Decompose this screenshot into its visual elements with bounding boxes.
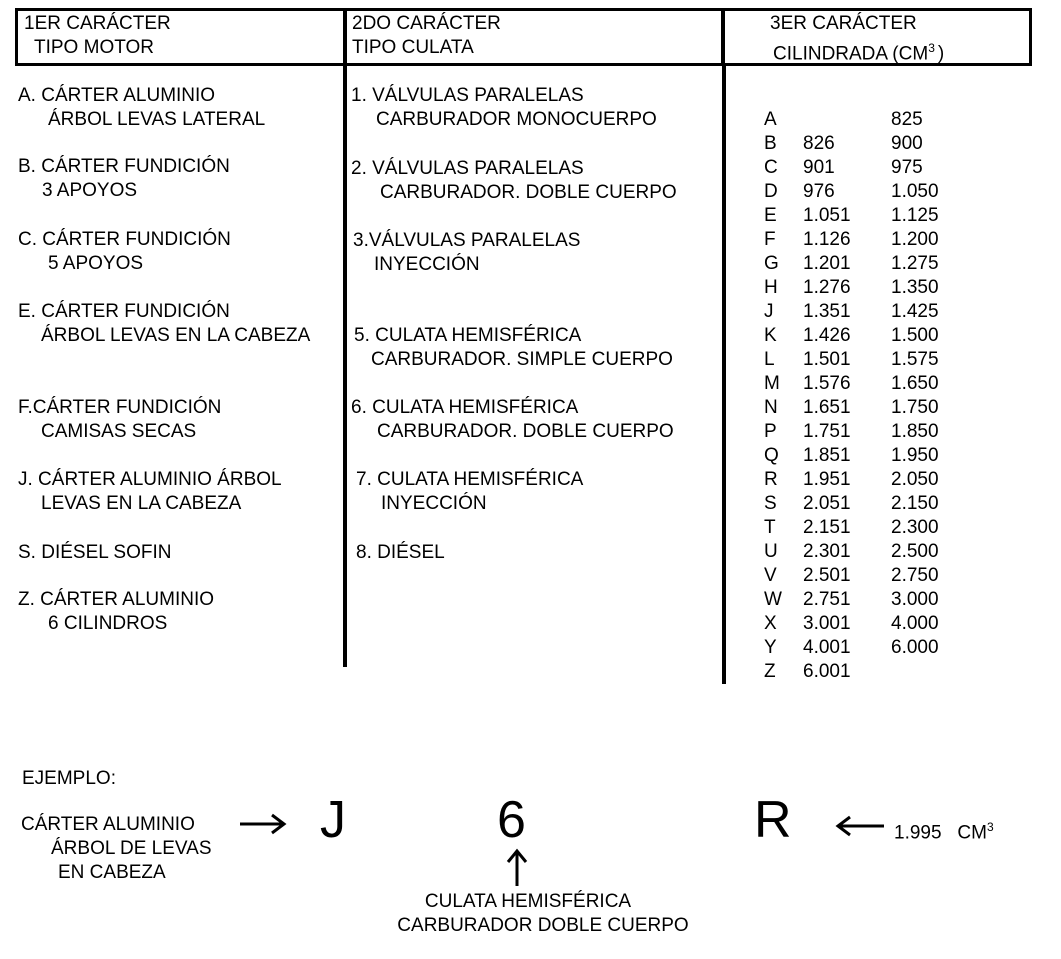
cilindrada-code: U <box>764 541 778 562</box>
example-cc-value <box>894 815 994 845</box>
example-cc-sup: 3 <box>986 820 994 834</box>
right-arrow-icon <box>238 812 288 836</box>
cilindrada-to: 3.000 <box>891 589 939 610</box>
example-char-cilindrada: R <box>754 791 792 849</box>
cilindrada-code: C <box>764 157 778 178</box>
cilindrada-from: 1.951 <box>803 469 851 490</box>
cilindrada-code: X <box>764 613 777 634</box>
cilindrada-from: 2.051 <box>803 493 851 514</box>
header-col3 <box>770 12 944 66</box>
cilindrada-code: A <box>764 109 777 130</box>
motor-type-e <box>18 300 310 348</box>
cilindrada-from: 1.751 <box>803 421 851 442</box>
header-col2-line2: TIPO CULATA <box>352 37 474 58</box>
cilindrada-code: V <box>764 565 777 586</box>
culata-type-line1: 3.VÁLVULAS PARALELAS <box>353 230 581 251</box>
motor-type-line2: 3 APOYOS <box>42 180 138 201</box>
cilindrada-to: 1.275 <box>891 253 939 274</box>
cilindrada-from: 1.576 <box>803 373 851 394</box>
culata-type-line2: CARBURADOR. SIMPLE CUERPO <box>371 349 673 370</box>
cilindrada-to: 1.650 <box>891 373 939 394</box>
cilindrada-to: 1.575 <box>891 349 939 370</box>
cilindrada-from: 1.651 <box>803 397 851 418</box>
header-col3-unit: CILINDRADA (CM <box>773 43 929 65</box>
culata-type-line1: 8. DIÉSEL <box>356 542 445 563</box>
cilindrada-code: G <box>764 253 779 274</box>
up-arrow-icon <box>505 848 529 888</box>
motor-type-line2: ÁRBOL LEVAS LATERAL <box>48 109 266 130</box>
header-col3-line1: 3ER CARÁCTER <box>770 13 917 34</box>
cilindrada-to: 2.050 <box>891 469 939 490</box>
cilindrada-code: M <box>764 373 780 394</box>
cilindrada-code: Z <box>764 661 776 682</box>
cilindrada-code: K <box>764 325 777 346</box>
motor-type-line1: C. CÁRTER FUNDICIÓN <box>18 229 231 250</box>
cilindrada-from: 1.276 <box>803 277 851 298</box>
culata-type-8 <box>356 541 445 565</box>
cilindrada-to: 900 <box>891 133 923 154</box>
cilindrada-from: 1.851 <box>803 445 851 466</box>
cilindrada-from: 1.126 <box>803 229 851 250</box>
example-culata-line1: CULATA HEMISFÉRICA <box>424 891 632 912</box>
cilindrada-from: 901 <box>803 157 835 178</box>
cilindrada-to: 1.850 <box>891 421 939 442</box>
motor-type-line2: CAMISAS SECAS <box>41 421 197 442</box>
cilindrada-code: B <box>764 133 777 154</box>
motor-type-z <box>18 588 214 636</box>
header-divider-1 <box>343 8 347 66</box>
motor-type-line2: LEVAS EN LA CABEZA <box>41 493 242 514</box>
example-char-motor: J <box>320 791 346 849</box>
cilindrada-code: J <box>764 301 774 322</box>
cilindrada-to: 1.125 <box>891 205 939 226</box>
header-col3-line2 <box>770 36 944 66</box>
header-col2-line1: 2DO CARÁCTER <box>352 13 501 34</box>
example-cc-text: 1.995 CM <box>894 822 987 844</box>
cilindrada-code: H <box>764 277 778 298</box>
body-divider-2 <box>722 66 726 684</box>
example-motor-line2: ÁRBOL DE LEVAS <box>51 838 212 859</box>
cilindrada-to: 1.500 <box>891 325 939 346</box>
culata-type-line1: 7. CULATA HEMISFÉRICA <box>356 469 584 490</box>
motor-type-line1: Z. CÁRTER ALUMINIO <box>18 589 215 610</box>
culata-type-3 <box>353 229 580 277</box>
cilindrada-code: R <box>764 469 778 490</box>
cilindrada-from: 4.001 <box>803 637 851 658</box>
example-motor-line3: EN CABEZA <box>58 862 166 883</box>
cilindrada-to: 825 <box>891 109 923 130</box>
motor-type-line1: S. DIÉSEL SOFIN <box>18 542 172 563</box>
cilindrada-code: S <box>764 493 777 514</box>
cilindrada-from: 1.201 <box>803 253 851 274</box>
example-culata-line2: CARBURADOR DOBLE CUERPO <box>397 915 689 936</box>
motor-type-s <box>18 541 171 565</box>
cilindrada-from: 2.301 <box>803 541 851 562</box>
cilindrada-code: E <box>764 205 777 226</box>
example-title: EJEMPLO: <box>22 768 116 789</box>
cilindrada-to: 1.425 <box>891 301 939 322</box>
culata-type-7 <box>356 468 583 516</box>
cilindrada-to: 1.050 <box>891 181 939 202</box>
left-arrow-icon <box>834 814 886 838</box>
culata-type-line2: INYECCIÓN <box>381 493 487 514</box>
cilindrada-from: 1.351 <box>803 301 851 322</box>
cilindrada-from: 1.426 <box>803 325 851 346</box>
motor-type-a <box>18 84 265 132</box>
header-col3-sup: 3 <box>928 41 935 55</box>
header-divider-2 <box>721 8 725 66</box>
motor-type-line1: J. CÁRTER ALUMINIO ÁRBOL <box>18 469 282 490</box>
culata-type-line1: 5. CULATA HEMISFÉRICA <box>354 325 582 346</box>
cilindrada-code: Q <box>764 445 779 466</box>
example-culata-desc <box>383 890 703 938</box>
cilindrada-from: 6.001 <box>803 661 851 682</box>
motor-type-j <box>18 468 282 516</box>
culata-type-line1: 1. VÁLVULAS PARALELAS <box>351 85 584 106</box>
motor-type-line2: 5 APOYOS <box>48 253 144 274</box>
cilindrada-to: 1.750 <box>891 397 939 418</box>
cilindrada-code: W <box>764 589 782 610</box>
motor-type-line1: A. CÁRTER ALUMINIO <box>18 85 216 106</box>
header-col1 <box>24 12 171 60</box>
motor-type-b <box>18 155 230 203</box>
cilindrada-code: L <box>764 349 775 370</box>
cilindrada-from: 1.501 <box>803 349 851 370</box>
cilindrada-to: 1.350 <box>891 277 939 298</box>
cilindrada-to: 2.150 <box>891 493 939 514</box>
motor-type-f <box>18 396 221 444</box>
example-char-culata: 6 <box>497 791 526 849</box>
cilindrada-from: 2.501 <box>803 565 851 586</box>
example-motor-line1: CÁRTER ALUMINIO <box>21 814 195 835</box>
motor-type-line2: 6 CILINDROS <box>48 613 168 634</box>
cilindrada-code: P <box>764 421 777 442</box>
cilindrada-to: 2.300 <box>891 517 939 538</box>
culata-type-line1: 6. CULATA HEMISFÉRICA <box>351 397 579 418</box>
cilindrada-from: 3.001 <box>803 613 851 634</box>
culata-type-line2: CARBURADOR MONOCUERPO <box>376 109 657 130</box>
cilindrada-to: 975 <box>891 157 923 178</box>
culata-type-line2: CARBURADOR. DOBLE CUERPO <box>380 182 677 203</box>
cilindrada-from: 2.151 <box>803 517 851 538</box>
culata-type-2 <box>351 157 677 205</box>
cilindrada-code: T <box>764 517 776 538</box>
example-motor-desc <box>21 813 212 885</box>
cilindrada-from: 2.751 <box>803 589 851 610</box>
cilindrada-code: Y <box>764 637 777 658</box>
cilindrada-to: 1.950 <box>891 445 939 466</box>
motor-type-line1: E. CÁRTER FUNDICIÓN <box>18 301 230 322</box>
cilindrada-to: 1.200 <box>891 229 939 250</box>
header-col2 <box>352 12 501 60</box>
cilindrada-to: 2.500 <box>891 541 939 562</box>
culata-type-1 <box>351 84 657 132</box>
motor-type-line2: ÁRBOL LEVAS EN LA CABEZA <box>41 325 311 346</box>
cilindrada-code: N <box>764 397 778 418</box>
header-col1-line1: 1ER CARÁCTER <box>24 13 171 34</box>
cilindrada-code: F <box>764 229 776 250</box>
cilindrada-from: 1.051 <box>803 205 851 226</box>
body-divider-1 <box>343 66 347 667</box>
cilindrada-to: 4.000 <box>891 613 939 634</box>
culata-type-6 <box>351 396 674 444</box>
motor-type-line1: B. CÁRTER FUNDICIÓN <box>18 156 230 177</box>
cilindrada-from: 826 <box>803 133 835 154</box>
header-col1-line2: TIPO MOTOR <box>34 37 154 58</box>
cilindrada-to: 2.750 <box>891 565 939 586</box>
cilindrada-code: D <box>764 181 778 202</box>
culata-type-line2: CARBURADOR. DOBLE CUERPO <box>377 421 674 442</box>
culata-type-line2: INYECCIÓN <box>374 254 480 275</box>
header-col3-close: ) <box>937 43 945 65</box>
cilindrada-to: 6.000 <box>891 637 939 658</box>
motor-type-line1: F.CÁRTER FUNDICIÓN <box>18 397 222 418</box>
motor-type-c <box>18 228 231 276</box>
cilindrada-from: 976 <box>803 181 835 202</box>
culata-type-5 <box>354 324 673 372</box>
culata-type-line1: 2. VÁLVULAS PARALELAS <box>351 158 584 179</box>
